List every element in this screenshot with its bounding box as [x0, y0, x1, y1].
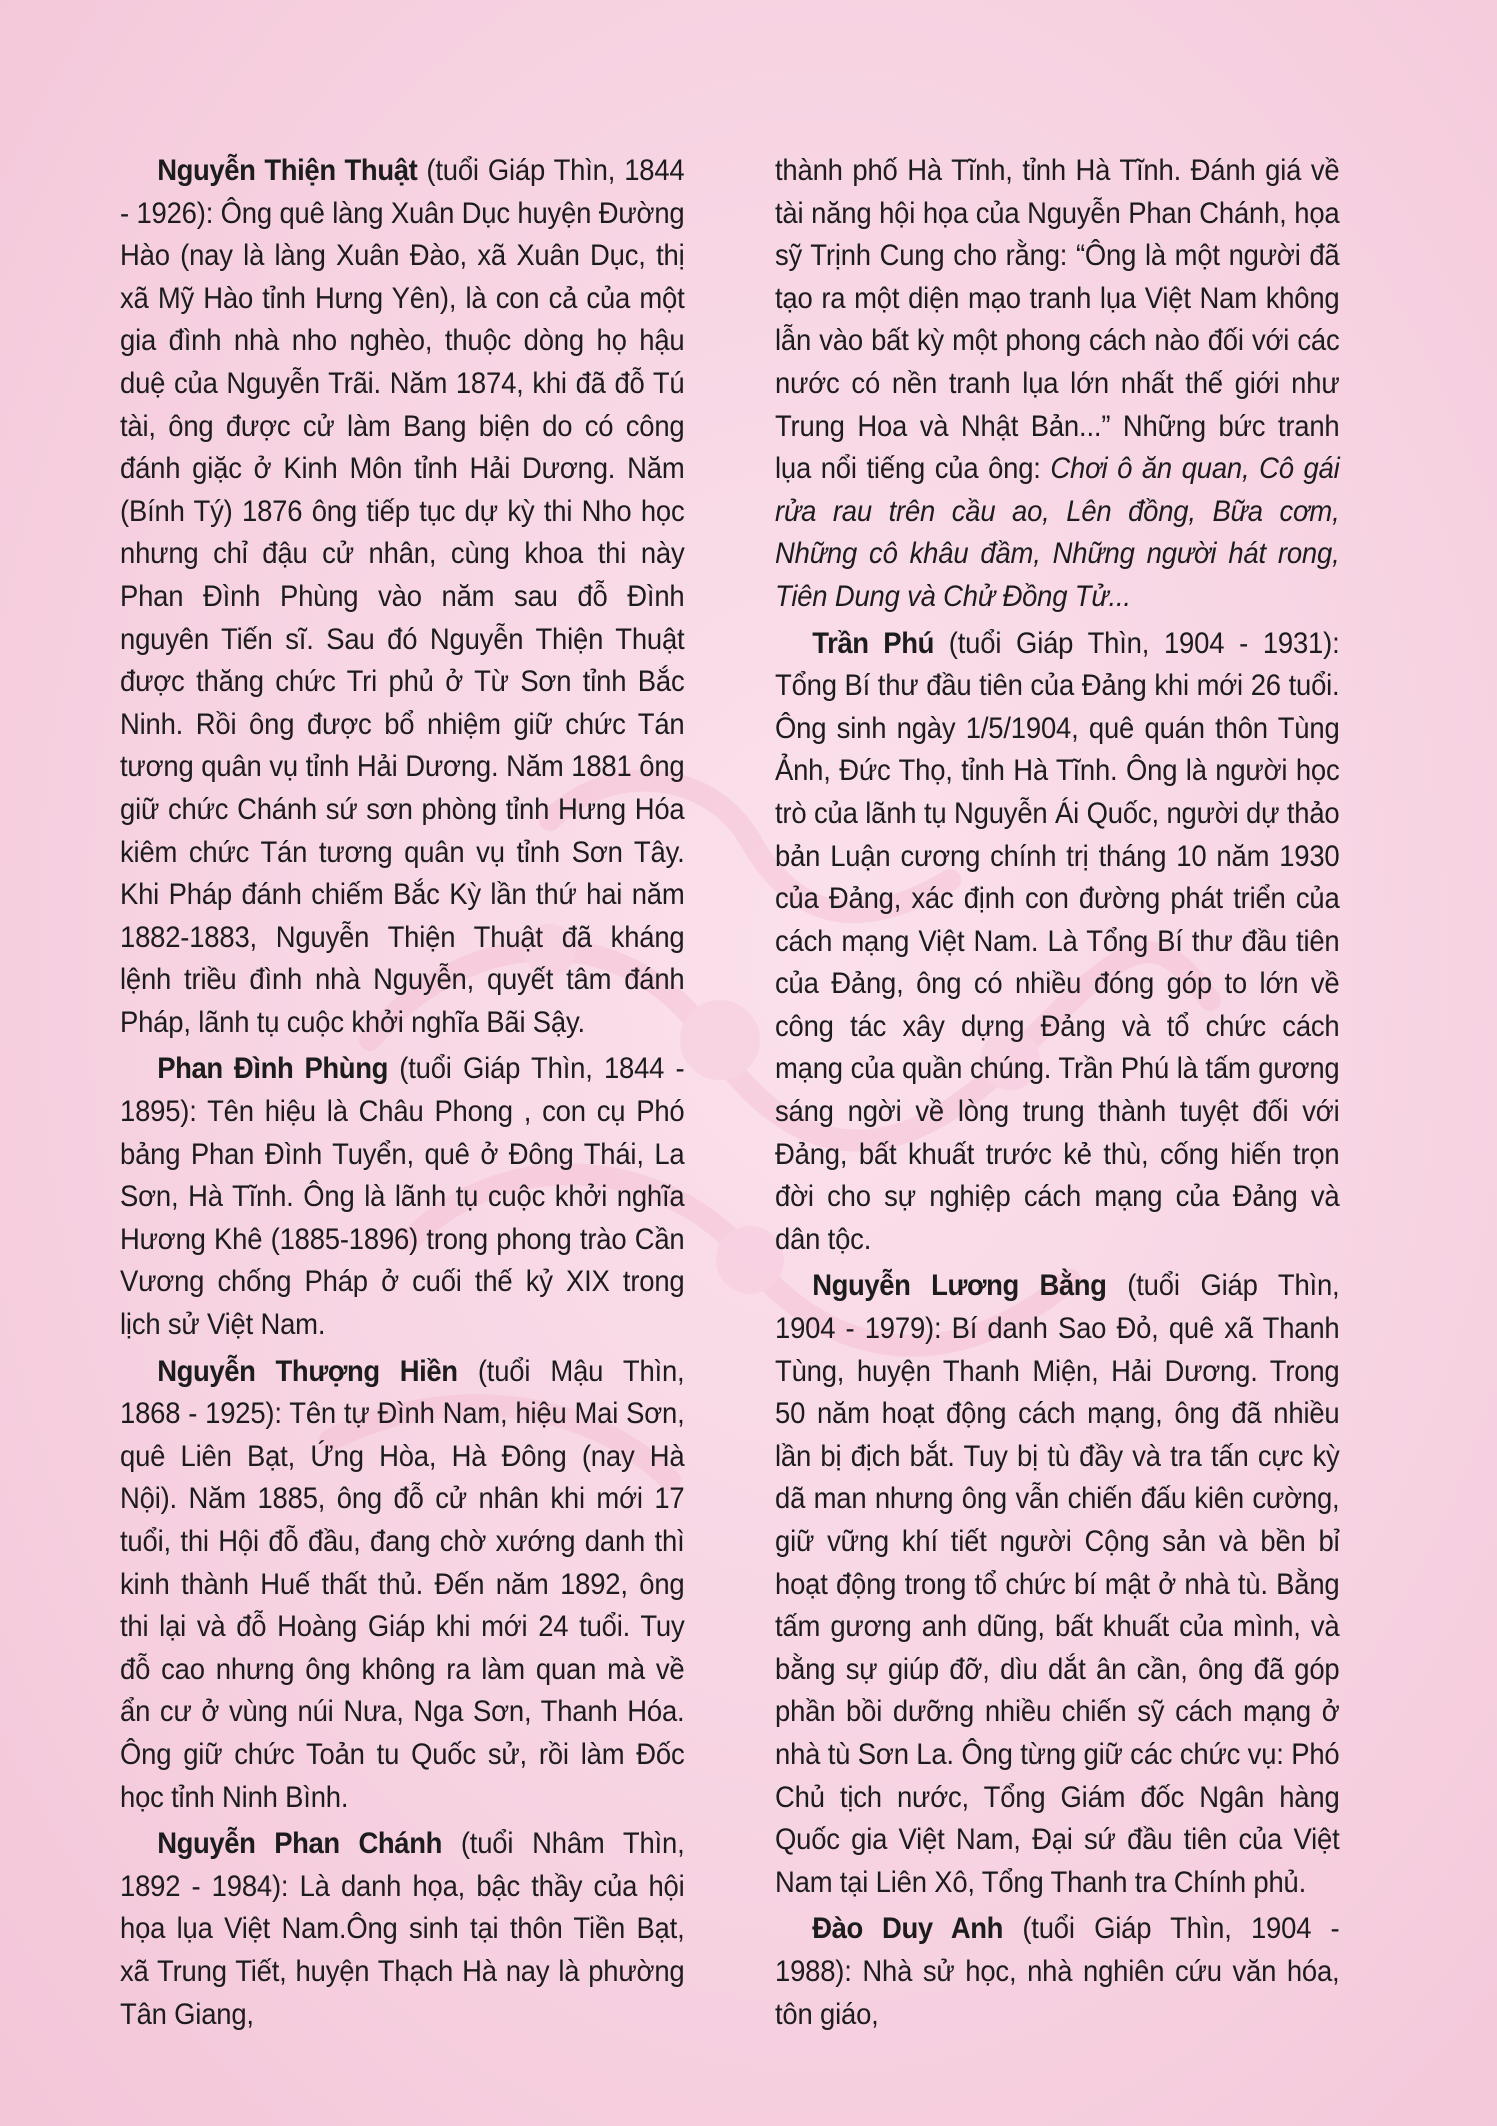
entry-text: (tuổi Giáp Thìn, 1904 - 1979): Bí danh Sao Đỏ, quê xã Thanh Tùng, huyện Thanh Miện, Hải Dương. Trong 50 năm hoạt động cách mạng, ông đã nhiều lần bị địch bắt. Tuy bị tù đầy và tra tấn cực kỳ dã man nhưng ông vẫn chiến đấu kiên cường, giữ vững khí tiết người Cộng sản và bền bỉ hoạt động trong tổ chức bí mật ở nhà tù. Bằng tấm gương anh dũng, bất khuất của mình, và bằng sự giúp đỡ, dìu dắt ân cần, ông đã góp phần bồi dưỡng nhiều chiến sỹ cách mạng ở nhà tù Sơn La. Ông từng giữ các chức vụ: Phó Chủ tịch nước, Tổng Giám đốc Ngân hàng Quốc gia Việt Nam, Đại sứ đầu tiên của Việt Nam tại Liên Xô, Tổng Thanh tra Chính phủ.: [775, 1269, 1340, 1899]
entry-text: (tuổi Giáp Thìn, 1904 - 1988): Nhà sử học, nhà nghiên cứu văn hóa, tôn giáo,: [775, 1912, 1340, 2031]
entry-text: thành phố Hà Tĩnh, tỉnh Hà Tĩnh. Đánh giá về tài năng hội họa của Nguyễn Phan Chánh, họa sỹ Trịnh Cung cho rằng: “Ông là một người đã tạo ra một diện mạo tranh lụa Việt Nam không lẫn vào bất kỳ một phong cách nào đối với các nước có nền tranh lụa lớn nhất thế giới như Trung Hoa và Nhật Bản...” Những bức tranh lụa nổi tiếng của ông:: [775, 154, 1340, 486]
person-name: Nguyễn Thượng Hiền: [157, 1354, 458, 1388]
entry-nguyen-phan-chanh-continued: [775, 150, 1340, 619]
entry-nguyen-luong-bang: [775, 1265, 1340, 1904]
entry-text: (tuổi Giáp Thìn, 1844 - 1895): Tên hiệu là Châu Phong , con cụ Phó bảng Phan Đình Tuyển, quê ở Đông Thái, La Sơn, Hà Tĩnh. Ông là lãnh tụ cuộc khởi nghĩa Hương Khê (1885-1896) trong phong trào Cần Vương chống Pháp ở cuối thế kỷ XIX trong lịch sử Việt Nam.: [120, 1052, 685, 1342]
person-name: Đào Duy Anh: [812, 1912, 1004, 1946]
person-name: Nguyễn Thiện Thuật: [157, 154, 418, 187]
person-name: Trần Phú: [812, 626, 934, 660]
document-page: [120, 150, 1382, 2050]
entry-text: (tuổi Nhâm Thìn, 1892 - 1984): Là danh họa, bậc thầy của hội họa lụa Việt Nam.Ông sinh tại thôn Tiền Bạt, xã Trung Tiết, huyện Thạch Hà nay là phường Tân Giang,: [120, 1827, 685, 2031]
person-name: Phan Đình Phùng: [157, 1052, 388, 1086]
person-name: Nguyễn Lương Bằng: [812, 1269, 1107, 1303]
right-column: [775, 150, 1340, 2050]
left-column: [120, 150, 685, 2050]
entry-dao-duy-anh: [775, 1908, 1340, 2036]
entry-nguyen-thien-thuat: [120, 150, 685, 1044]
entry-text: (tuổi Giáp Thìn, 1844 - 1926): Ông quê làng Xuân Dục huyện Đường Hào (nay là làng Xuân Đào, xã Xuân Dục, thị xã Mỹ Hào tỉnh Hưng Yên), là con cả của một gia đình nhà nho nghèo, thuộc dòng họ hậu duệ của Nguyễn Trãi. Năm 1874, khi đã đỗ Tú tài, ông được cử làm Bang biện do có công đánh giặc ở Kinh Môn tỉnh Hải Dương. Năm (Bính Tý) 1876 ông tiếp tục dự kỳ thi Nho học nhưng chỉ đậu cử nhân, cùng khoa thi này Phan Đình Phùng vào năm sau đỗ Đình nguyên Tiến sĩ. Sau đó Nguyễn Thiện Thuật được thăng chức Tri phủ ở Từ Sơn tỉnh Bắc Ninh. Rồi ông được bổ nhiệm giữ chức Tán tương quân vụ tỉnh Hải Dương. Năm 1881 ông giữ chức Chánh sứ sơn phòng tỉnh Hưng Hóa kiêm chức Tán tương quân vụ tỉnh Sơn Tây. Khi Pháp đánh chiếm Bắc Kỳ lần thứ hai năm 1882-1883, Nguyễn Thiện Thuật đã kháng lệnh triều đình nhà Nguyễn, quyết tâm đánh Pháp, lãnh tụ cuộc khởi nghĩa Bãi Sậy.: [120, 154, 685, 1039]
entry-text: (tuổi Giáp Thìn, 1904 - 1931): Tổng Bí thư đầu tiên của Đảng khi mới 26 tuổi. Ông sinh ngày 1/5/1904, quê quán thôn Tùng Ảnh, Đức Thọ, tỉnh Hà Tĩnh. Ông là người học trò của lãnh tụ Nguyễn Ái Quốc, người dự thảo bản Luận cương chính trị tháng 10 năm 1930 của Đảng, xác định con đường phát triển của cách mạng Việt Nam. Là Tổng Bí thư đầu tiên của Đảng, ông có nhiều đóng góp to lớn về công tác xây dựng Đảng và tổ chức cách mạng của quần chúng. Trần Phú là tấm gương sáng ngời về lòng trung thành tuyệt đối với Đảng, bất khuất trước kẻ thù, cống hiến trọn đời cho sự nghiệp cách mạng của Đảng và dân tộc.: [775, 626, 1340, 1256]
entry-nguyen-thuong-hien: [120, 1351, 685, 1820]
entry-text: (tuổi Mậu Thìn, 1868 - 1925): Tên tự Đình Nam, hiệu Mai Sơn, quê Liên Bạt, Ứng Hòa, Hà Đông (nay Hà Nội). Năm 1885, ông đỗ cử nhân khi mới 17 tuổi, thi Hội đỗ đầu, đang chờ xướng danh thì kinh thành Huế thất thủ. Đến năm 1892, ông thi lại và đỗ Hoàng Giáp khi mới 24 tuổi. Tuy đỗ cao nhưng ông không ra làm quan mà về ẩn cư ở vùng núi Nưa, Nga Sơn, Thanh Hóa. Ông giữ chức Toản tu Quốc sử, rồi làm Đốc học tỉnh Ninh Bình.: [120, 1354, 685, 1814]
entry-phan-dinh-phung: [120, 1048, 685, 1346]
entry-nguyen-phan-chanh: [120, 1823, 685, 2036]
person-name: Nguyễn Phan Chánh: [157, 1827, 442, 1861]
famous-works: Chơi ô ăn quan, Cô gái rửa rau trên cầu ao, Lên đồng, Bữa cơm, Những cô khâu đầm, Những người hát rong, Tiên Dung và Chử Đồng Tử...: [775, 452, 1340, 613]
entry-tran-phu: [775, 623, 1340, 1262]
